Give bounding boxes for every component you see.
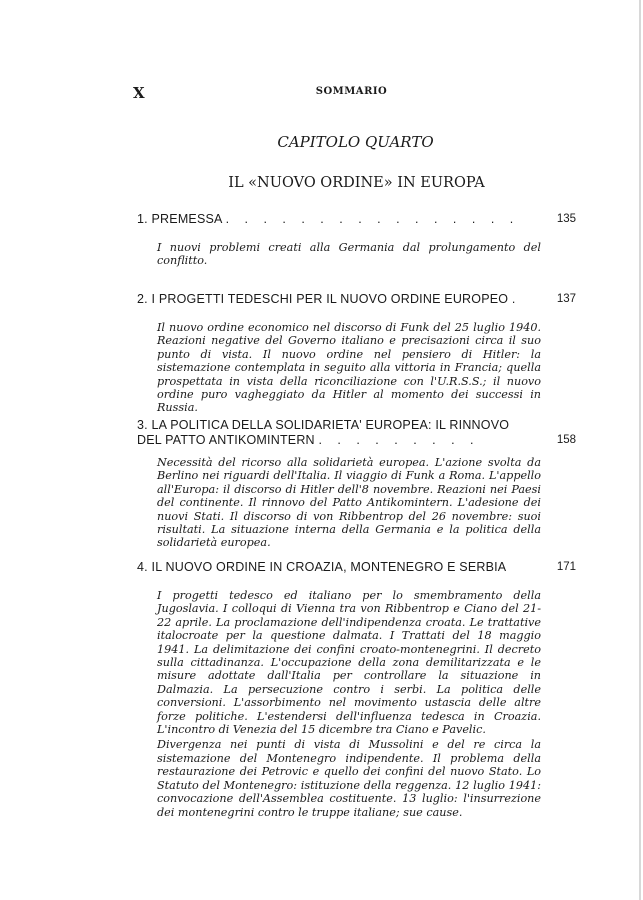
entry-number: 4. — [137, 560, 148, 574]
toc-entry-1-title — [137, 212, 577, 227]
toc-entry-4-summary — [157, 589, 541, 819]
toc-entry-3-title — [137, 418, 537, 448]
dot-leader: . . . . . . . . . — [318, 433, 480, 447]
toc-entry-4-title — [137, 560, 577, 575]
summary-paragraph: Divergenza nei punti di vista di Mussolini e del re circa la sistemazione del Montenegro indipendente. Il problema della restaurazione dei Petrovic e quello dei confini del nuovo Stato. Lo Statuto del Montenegro: istituzione della reggenza. 12 luglio 1941: convocazione dell'Assemblea costituente. 13 luglio: l'insurrezione dei montenegrini contro le truppe italiane; sue cause. — [157, 738, 541, 819]
entry-title-text: I PROGETTI TEDESCHI PER IL NUOVO ORDINE EUROPEO — [151, 292, 509, 306]
summary-paragraph: Necessità del ricorso alla solidarietà europea. L'azione svolta da Berlino nei riguardi dell'Italia. Il viaggio di Funk a Roma. L'appello all'Europa: il discorso di Hitler dell'8 novembre. Reazioni nei Paesi del continente. Il rinnovo del Patto Antikomintern. L'adesione dei nuovi Stati. Il discorso di von Ribbentrop del 26 novembre: suoi risultati. La situazione interna della Germania e la politica della solidarietà europea. — [157, 456, 541, 550]
toc-entry-1-page: 135 — [556, 213, 576, 225]
entry-title-text: IL NUOVO ORDINE IN CROAZIA, MONTENEGRO E SERBIA — [151, 560, 507, 574]
dot-leader: . . . . . . . . . . . . . . . . — [225, 212, 520, 226]
entry-number: 3. — [137, 418, 148, 432]
summary-paragraph: I progetti tedesco ed italiano per lo smembramento della Jugoslavia. I colloqui di Vienna tra von Ribbentrop e Ciano del 21-22 aprile. La proclamazione dell'indipendenza croata. Le trattative italocroate per la questione dalmata. I Trattati del 18 maggio 1941. La delimitazione dei confini croato-montenegrini. Il decreto sulla cittadinanza. L'occupazione della zona demilitarizzata e le misure adottate dall'Italia per controllare la situazione in Dalmazia. La persecuzione contro i serbi. La politica delle conversioni. L'assorbimento nel movimento ustascia delle altre forze politiche. L'estendersi dell'influenza tedesca in Croazia. L'incontro di Venezia del 15 dicembre tra Ciano e Pavelic. — [157, 589, 541, 737]
entry-title-text: LA POLITICA DELLA SOLIDARIETA' EUROPEA: IL RINNOVO DEL PATTO ANTIKOMINTERN — [137, 418, 510, 447]
entry-number: 2. — [137, 292, 148, 306]
toc-entry-2-title — [137, 292, 577, 307]
toc-entry-1-summary — [157, 241, 541, 268]
entry-title-text: PREMESSA — [151, 212, 222, 226]
toc-entry-2-summary — [157, 321, 541, 415]
toc-entry-3-summary — [157, 456, 541, 550]
chapter-label: CAPITOLO QUARTO — [277, 133, 434, 151]
running-header: SOMMARIO — [315, 86, 388, 97]
entry-number: 1. — [137, 212, 148, 226]
summary-paragraph: Il nuovo ordine economico nel discorso di Funk del 25 luglio 1940. Reazioni negative del Governo italiano e precisazioni circa il suo punto di vista. Il nuovo ordine nel pensiero di Hitler: la sistemazione contemplata in seguito alla vittoria in Francia; quella prospettata in vista della riconciliazione con l'U.R.S.S.; il nuovo ordine puro vagheggiato da Hitler al momento dei successi in Russia. — [157, 321, 541, 415]
toc-entry-2-page: 137 — [556, 293, 576, 305]
toc-entry-4-page: 171 — [556, 561, 576, 573]
page-number: X — [133, 84, 145, 102]
chapter-title: IL «NUOVO ORDINE» IN EUROPA — [228, 175, 485, 191]
summary-paragraph: I nuovi problemi creati alla Germania dal prolungamento del conflitto. — [157, 241, 541, 268]
toc-entry-3-page: 158 — [556, 434, 576, 446]
dot-leader: . — [511, 292, 522, 306]
